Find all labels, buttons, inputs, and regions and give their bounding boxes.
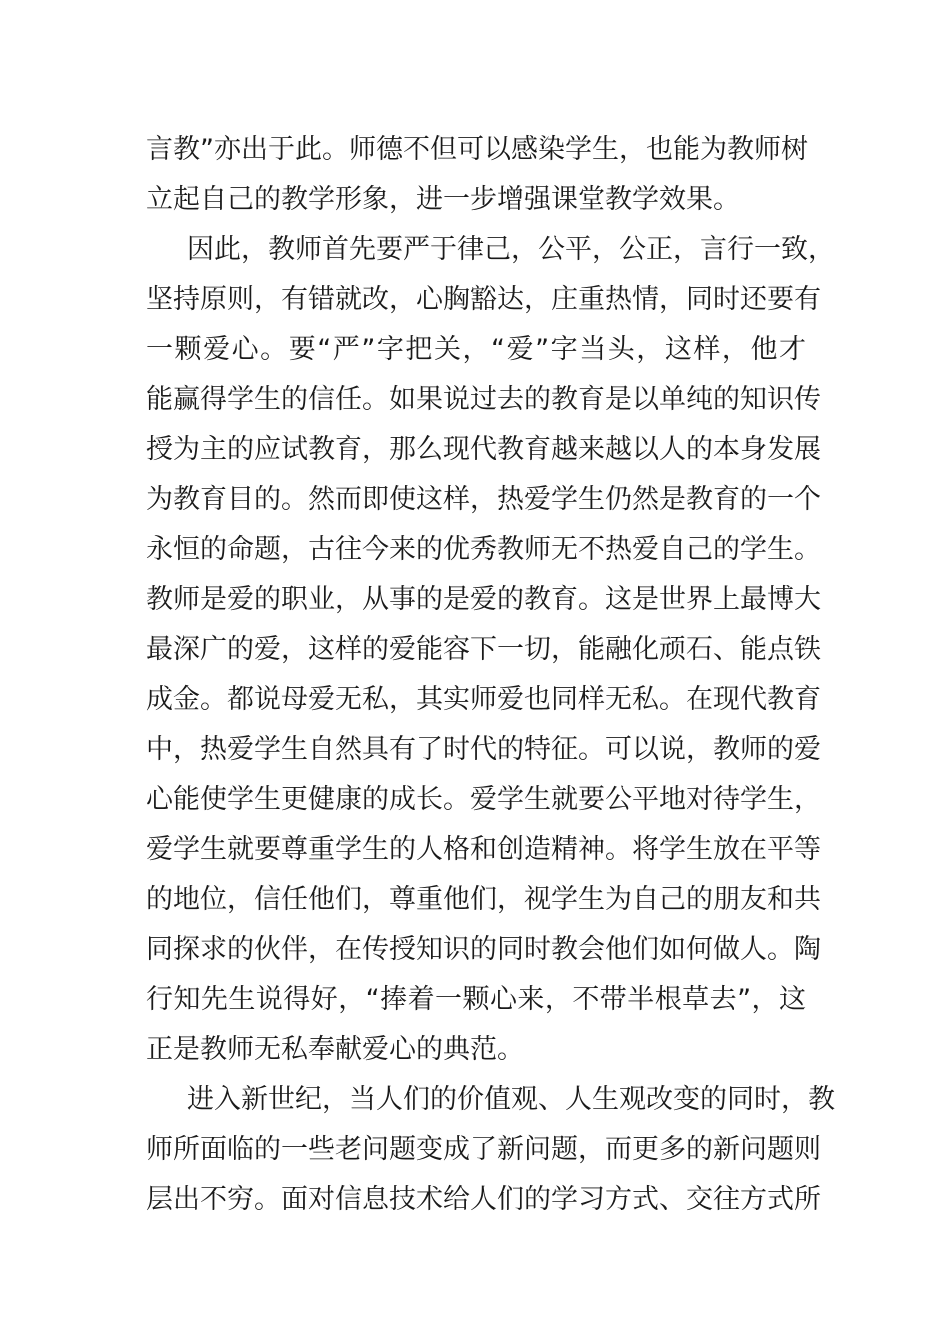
text-line: 师所面临的一些老问题变成了新问题，而更多的新问题则 [146,1134,821,1165]
text-line: 的地位，信任他们，尊重他们，视学生为自己的朋友和共 [146,884,821,915]
text-line: 永恒的命题，古往今来的优秀教师无不热爱自己的学生。 [146,534,821,565]
text-line: 行知先生说得好，“捧着一颗心来，不带半根草去”，这 [146,984,806,1015]
paragraph-first-line: 因此，教师首先要严于律己，公平，公正，言行一致， [187,234,835,265]
text-line: 最深广的爱，这样的爱能容下一切，能融化顽石、能点铁 [146,634,821,665]
text-line: 授为主的应试教育，那么现代教育越来越以人的本身发展 [146,434,821,465]
paragraph-first-line: 进入新世纪，当人们的价值观、人生观改变的同时，教 [187,1084,835,1115]
text-line: 立起自己的教学形象，进一步增强课堂教学效果。 [146,184,740,215]
text-line: 中，热爱学生自然具有了时代的特征。可以说，教师的爱 [146,734,821,765]
text-line: 坚持原则，有错就改，心胸豁达，庄重热情，同时还要有 [146,284,821,315]
text-line: 能赢得学生的信任。如果说过去的教育是以单纯的知识传 [146,384,821,415]
text-line: 同探求的伙伴，在传授知识的同时教会他们如何做人。陶 [146,934,821,965]
text-line: 爱学生就要尊重学生的人格和创造精神。将学生放在平等 [146,834,821,865]
text-line: 言教”亦出于此。师德不但可以感染学生，也能为教师树 [146,134,808,165]
text-line: 教师是爱的职业，从事的是爱的教育。这是世界上最博大 [146,584,821,615]
text-line: 正是教师无私奉献爱心的典范。 [146,1034,524,1065]
document-body [146,125,835,1225]
text-line: 为教育目的。然而即使这样，热爱学生仍然是教育的一个 [146,484,821,515]
text-line: 成金。都说母爱无私，其实师爱也同样无私。在现代教育 [146,684,821,715]
text-line: 心能使学生更健康的成长。爱学生就要公平地对待学生， [146,784,821,815]
text-line: 层出不穷。面对信息技术给人们的学习方式、交往方式所 [146,1184,821,1215]
text-line: 一颗爱心。要“严”字把关，“爱”字当头，这样，他才 [146,334,806,365]
